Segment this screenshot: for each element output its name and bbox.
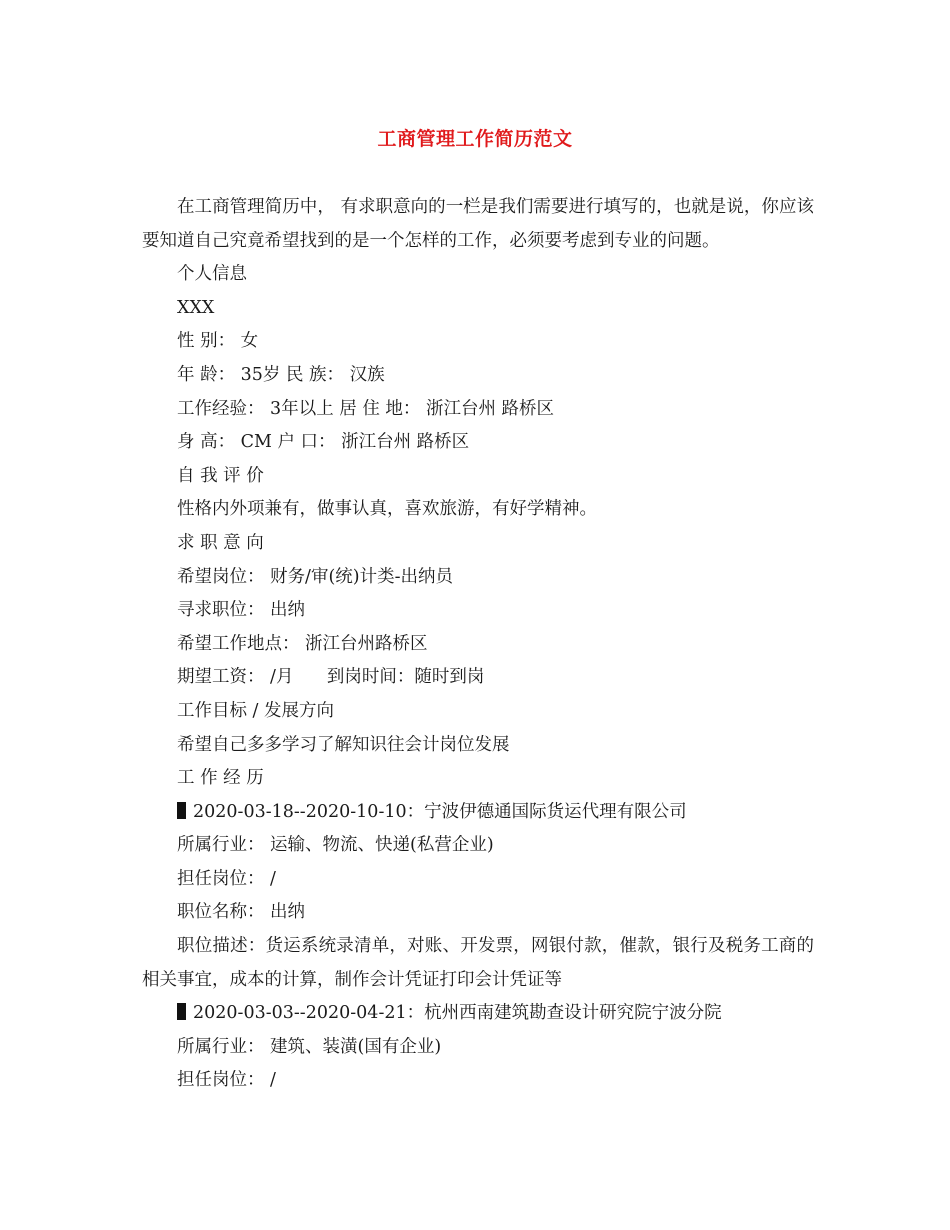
bullet-icon [177,1003,186,1020]
job-industry-line: 所属行业： 运输、物流、快递(私营企业) [177,835,494,856]
experience-residence-line: 工作经验： 3年以上 居 住 地： 浙江台州 路桥区 [177,398,555,419]
job-entry-header [142,796,814,830]
job-period-company: 2020-03-18--2020-10-10：宁波伊德通国际货运代理有限公司 [193,801,687,822]
job-position-line: 担任岗位： / [177,1070,276,1091]
goal-heading: 工作目标 / 发展方向 [177,700,335,721]
desired-location-line: 希望工作地点： 浙江台州路桥区 [177,633,428,654]
job-period-company: 2020-03-03--2020-04-21：杭州西南建筑勘查设计研究院宁波分院 [193,1003,722,1024]
seeking-position-line: 寻求职位： 出纳 [177,600,306,621]
intro-paragraph: 在工商管理简历中， 有求职意向的一栏是我们需要进行填写的，也就是说，你应该要知道自己究竟希望找到的是一个怎样的工作，必须要考虑到专业的问题。 [142,197,814,251]
document-body [142,191,814,1098]
job-industry-line: 所属行业： 建筑、装潢(国有企业) [177,1036,442,1057]
bullet-icon [177,802,186,819]
gender-line: 性 别： 女 [177,331,259,352]
height-hukou-line: 身 高： CM 户 口： 浙江台州 路桥区 [177,432,470,453]
name-line: XXX [177,297,215,318]
personal-info-heading: 个人信息 [177,264,247,285]
job-intent-heading: 求 职 意 向 [177,532,264,553]
job-description: 职位描述：货运系统录清单，对账、开发票，网银付款，催款，银行及税务工商的相关事宜，成本的计算，制作会计凭证打印会计凭证等 [142,936,814,990]
document-title: 工商管理工作简历范文 [377,128,573,150]
desired-position-line: 希望岗位： 财务/审(统)计类-出纳员 [177,566,454,587]
work-experience-heading: 工 作 经 历 [177,768,264,789]
age-ethnicity-line: 年 龄： 35岁 民 族： 汉族 [177,364,385,385]
job-position-line: 担任岗位： / [177,868,276,889]
salary-start-line: 期望工资： /月 到岗时间：随时到岗 [177,667,485,688]
job-entry-header [142,997,814,1031]
goal-text: 希望自己多多学习了解知识往会计岗位发展 [177,734,510,755]
self-eval-heading: 自 我 评 价 [177,465,264,486]
job-title-line: 职位名称： 出纳 [177,902,306,923]
self-eval-text: 性格内外项兼有，做事认真，喜欢旅游，有好学精神。 [177,499,597,520]
